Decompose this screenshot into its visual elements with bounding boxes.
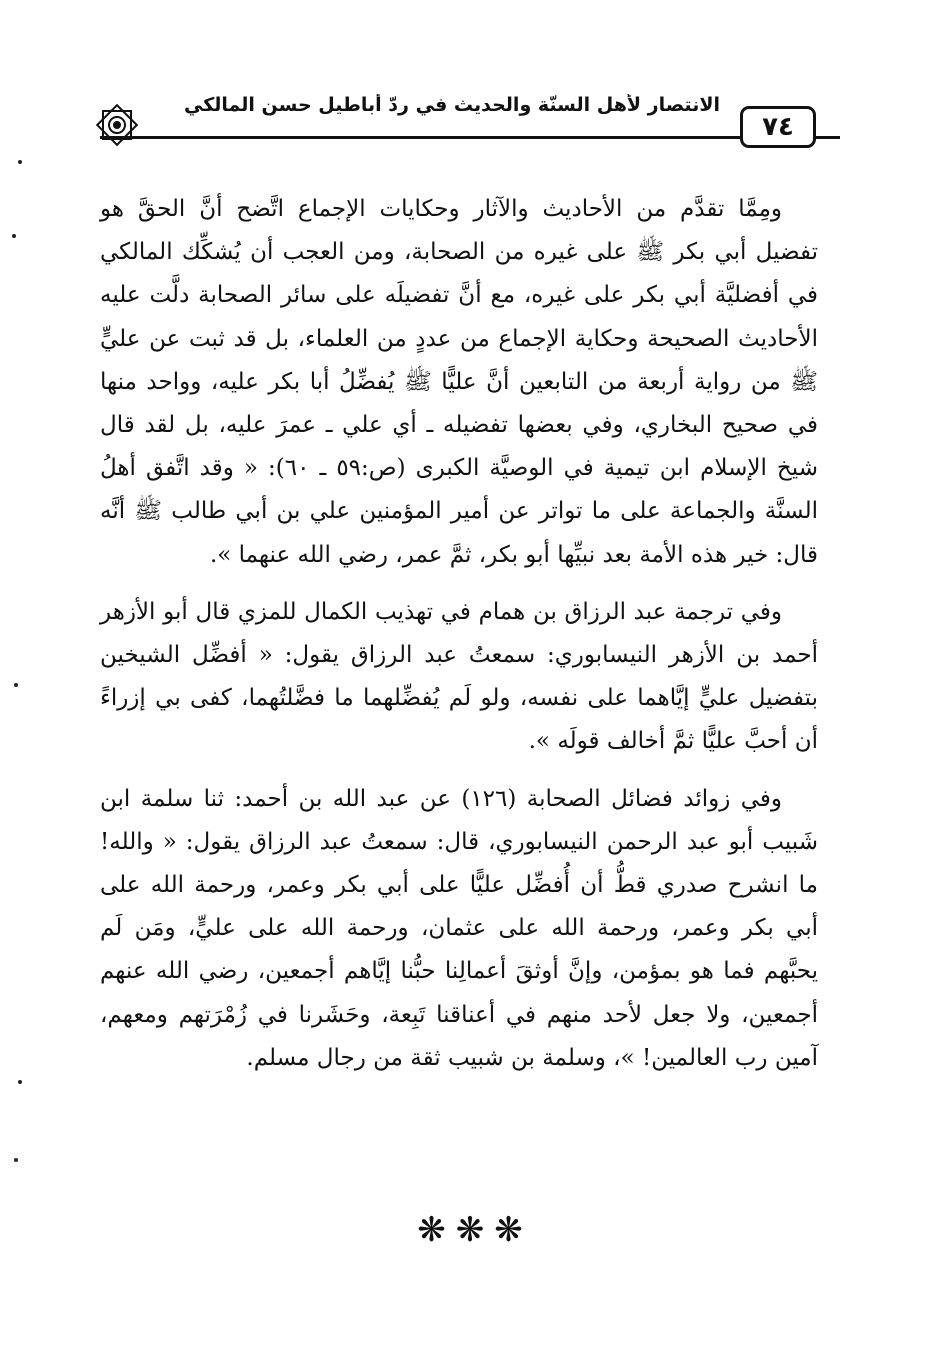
page-header [100,88,840,148]
paragraph-1: ومِمَّا تقدَّم من الأحاديث والآثار وحكايات الإجماع اتَّضح أنَّ الحقَّ هو تفضيل أبي بكر ﷺ على غيره من الصحابة، ومن العجب أن يُشكِّك المالكي في أفضليَّة أبي بكر على غيره، مع أنَّ تفضيلَه على سائر الصحابة دلَّت عليه الأحاديث الصحيحة وحكاية الإجماع من عددٍ من العلماء، بل قد ثبت عن عليٍّ ﷺ من رواية أربعة من التابعين أنَّ عليًّا ﷺ يُفضِّلُ أبا بكر عليه، وواحد منها في صحيح البخاري، وفي بعضها تفضيله ـ أي علي ـ عمرَ عليه، بل لقد قال شيخ الإسلام ابن تيمية في الوصيَّة الكبرى (ص:٥٩ ـ ٦٠): « وقد اتَّفق أهلُ السنَّة والجماعة على ما تواتر عن أمير المؤمنين علي بن أبي طالب ﷺ أنَّه قال: خير هذه الأمة بعد نبيِّها أبو بكر، ثمَّ عمر، رضي الله عنهما ». [100,196,818,568]
paragraph-3: وفي زوائد فضائل الصحابة (١٢٦) عن عبد الله بن أحمد: ثنا سلمة ابن شَبيب أبو عبد الرحمن النيسابوري، قال: سمعتُ عبد الرزاق يقول: « والله! ما انشرح صدري قطُّ أن أُفضِّل عليًّا على أبي بكر وعمر، ورحمة الله على أبي بكر وعمر، ورحمة الله على عثمان، ورحمة الله على عليٍّ، ومَن لَم يحبَّهم فما هو بمؤمن، وإنَّ أوثقَ أعمالِنا حبُّنا إيَّاهم أجمعين، رضي الله عنهم أجمعين، ولا جعل لأحد منهم في أعناقنا تَبِعة، وحَشَرنا في زُمْرَتهم ومعهم، آمين رب العالمين! »، وسلمة بن شبيب ثقة من رجال مسلم. [100,785,818,1071]
scan-speck [14,1158,18,1162]
running-title: الانتصار لأهل السنّة والحديث في ردّ أباطيل حسن المالكي [184,94,720,116]
scan-speck [14,683,18,687]
section-divider: ❋❋❋ [417,1210,533,1250]
header-rule [100,136,840,139]
scan-speck [18,160,22,164]
paragraph-2: وفي ترجمة عبد الرزاق بن همام في تهذيب الكمال للمزي قال أبو الأزهر أحمد بن الأزهر النيسابوري: سمعتُ عبد الرزاق يقول: « أفضِّل الشيخين بتفضيل عليٍّ إيَّاهما على نفسه، ولو لَم يُفضِّلهما ما فضَّلتُهما، كفى بي إزراءً أن أحبَّ عليًّا ثمَّ أخالف قولَه ». [100,598,818,755]
scan-speck [12,234,16,238]
body-text [100,188,818,1094]
page-number: ٧٤ [740,106,816,148]
eight-point-star-ornament-icon [94,102,140,148]
scan-speck [18,1080,22,1084]
